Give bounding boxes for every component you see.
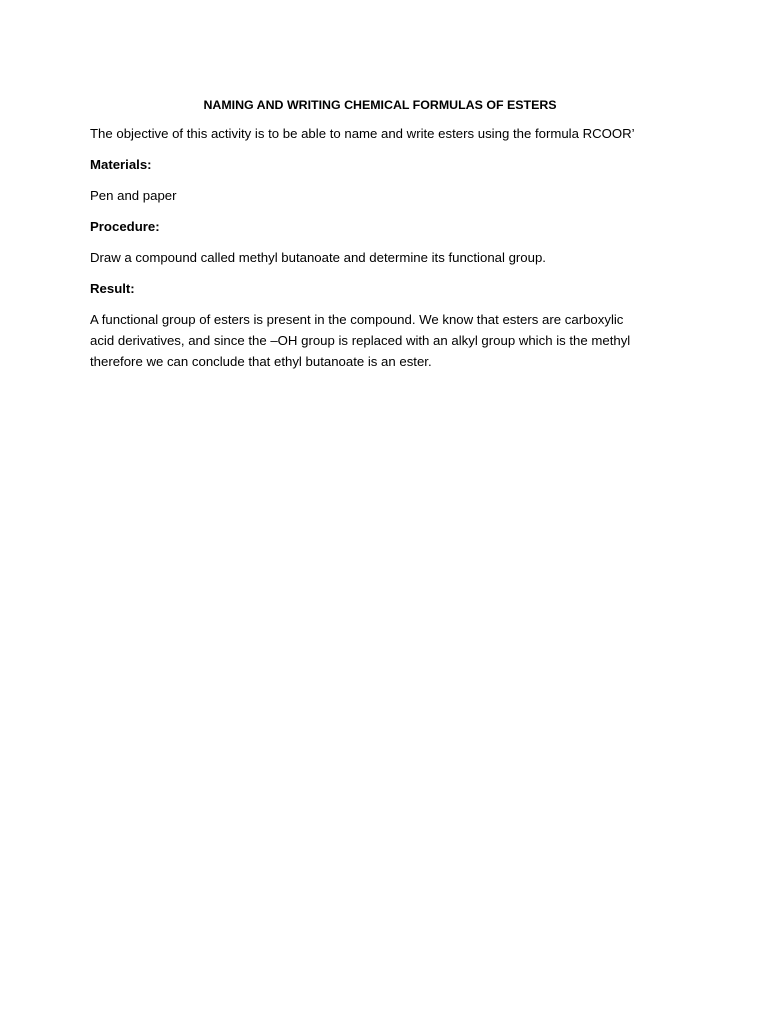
document-body (90, 95, 670, 372)
result-heading: Result: (90, 281, 135, 296)
result-line: A functional group of esters is present in the compound. We know that esters are carboxylic (90, 312, 624, 327)
materials-text: Pen and paper (90, 188, 177, 203)
procedure-text: Draw a compound called methyl butanoate and determine its functional group. (90, 250, 546, 265)
document-title: NAMING AND WRITING CHEMICAL FORMULAS OF ESTERS (203, 98, 557, 112)
objective-paragraph: The objective of this activity is to be able to name and write esters using the formula RCOOR’ (90, 126, 635, 141)
result-line: therefore we can conclude that ethyl butanoate is an ester. (90, 354, 432, 369)
procedure-heading: Procedure: (90, 219, 160, 234)
materials-heading: Materials: (90, 157, 152, 172)
result-line: acid derivatives, and since the –OH group is replaced with an alkyl group which is the methyl (90, 333, 631, 348)
result-paragraph (90, 309, 670, 372)
